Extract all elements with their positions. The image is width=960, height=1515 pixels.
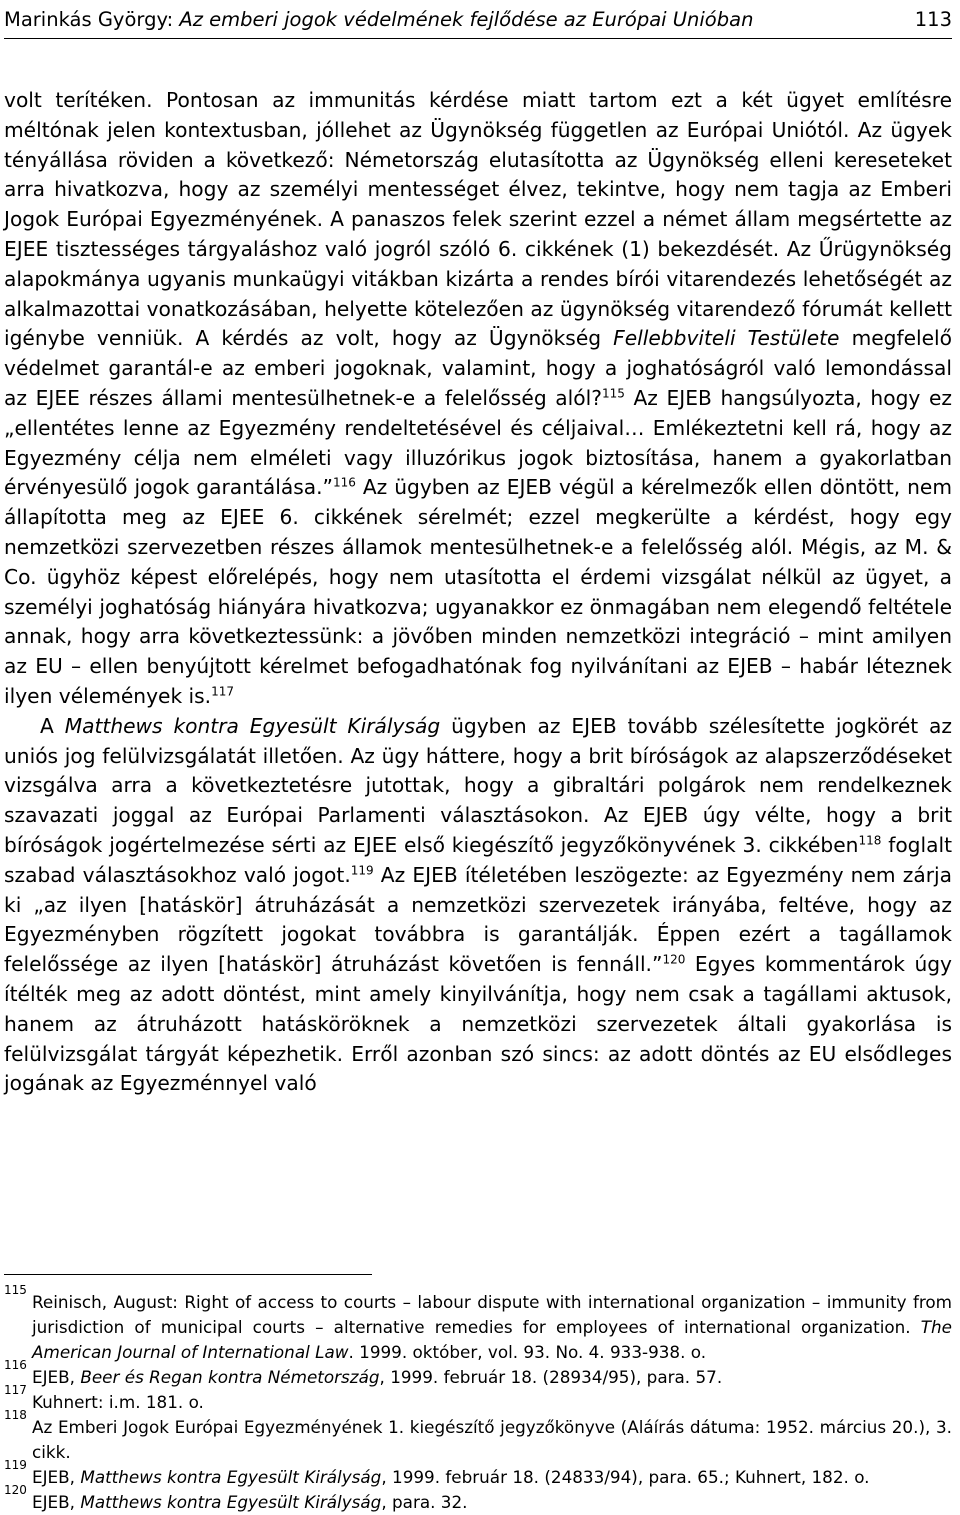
footnote-text: Az Emberi Jogok Európai Egyezményének 1. kiegészítő jegyzőkönyve (Aláírás dátuma: 1952. március 20.), 3. cikk. bbox=[32, 1417, 952, 1462]
paragraph-2 bbox=[4, 712, 952, 1099]
page-number: 113 bbox=[914, 8, 952, 31]
p1-text-4: Az ügyben az EJEB végül a kérelmezők ellen döntött, nem állapította meg az EJEE 6. cikkének sérelmét; ezzel megkerülte a kérdést, hogy egy nemzetközi szervezetben részes államok mentesülhetnek-e a felelősség alól. Mégis, az M. & Co. ügyhöz képest előrelépés, hogy nem utasította el érdemi vizsgálat nélkül az ügyet, a személyi joghatóság hiányára hivatkozva; ugyanakkor ez önmagában nem elegendő feltétele annak, hogy arra következtessünk: a jövőben minden nemzetközi integráció – mint amilyen az EU – ellen benyújtott kérelmet befogadhatónak fog nyilvánítani az EJEB – habár léteznek ilyen vélemények is. bbox=[4, 475, 952, 708]
footnote-ref-118[interactable]: 118 bbox=[858, 833, 882, 848]
footnote-text-end: . 1999. október, vol. 93. No. 4. 933-938. o. bbox=[348, 1342, 707, 1362]
footnote-number: 116 bbox=[4, 1358, 27, 1372]
paragraph-1 bbox=[4, 86, 952, 712]
p2-text-3: foglalt szabad választásokhoz való jogot. bbox=[4, 832, 953, 887]
p1-italic-1: Fellebbviteli Testülete bbox=[613, 326, 840, 351]
footnote-italic: Matthews kontra Egyesült Királyság bbox=[80, 1492, 382, 1512]
footnote-ref-120[interactable]: 120 bbox=[662, 952, 686, 967]
p2-italic-1: Matthews kontra Egyesült Királyság bbox=[64, 713, 441, 738]
p2-text-2: ügyben az EJEB tovább szélesítette jogkörét az uniós jog felülvizsgálatát illetően. Az ügy háttere, hogy a brit bíróságok az alapszerződéseket vizsgálva arra a következtetésre jutottak, hogy a gibraltári polgárok nem rendelkeznek szavazati joggal az Európai Parlamenti választásokon. Az EJEB úgy vélte, hogy a brit bíróságok jogértelmezése sérti az EJEE első kiegészítő jegyzőkönyvének 3. cikkében bbox=[4, 713, 953, 857]
running-title-author: Marinkás György: bbox=[4, 8, 180, 31]
footnote-number: 117 bbox=[4, 1383, 27, 1397]
footnote-italic: The American Journal of International Law bbox=[32, 1317, 952, 1362]
p1-text-3: Az EJEB hangsúlyozta, hogy ez „ellentétes lenne az Egyezmény rendeltetésével és céljaival… Emlékeztetni kell rá, hogy az Egyezmény célja nem elméleti vagy illuzórikus jogok biztosítása, hanem a gyakorlatban érvényesülő jogok garantálása.” bbox=[4, 385, 952, 500]
running-title bbox=[4, 8, 753, 32]
footnote-number: 118 bbox=[4, 1408, 27, 1422]
footnote-text: Reinisch, August: Right of access to courts – labour dispute with international organization – immunity from jurisdiction of municipal courts – alternative remedies for employees of international organization. bbox=[32, 1292, 952, 1337]
footnote-number: 120 bbox=[4, 1483, 27, 1497]
footnote-text: Kuhnert: i.m. 181. o. bbox=[32, 1392, 204, 1412]
page-header bbox=[4, 8, 952, 39]
p2-text-5: Egyes kommentárok úgy ítélték meg az adott döntést, mint amely kinyilvánítja, hogy nem csak a tagállami aktusok, hanem az átruházott hatásköröknek a nemzetközi szervezetek általi gyakorlása is felülvizsgálat tárgyát képezhetik. Erről azonban szó sincs: az adott döntés az EU elsődleges jogának az Egyezménnyel való bbox=[4, 952, 952, 1096]
footnote-text: EJEB, bbox=[32, 1367, 81, 1387]
footnote-text-end: , 1999. február 18. (28934/95), para. 57. bbox=[379, 1367, 723, 1387]
footnote-text: EJEB, bbox=[32, 1492, 81, 1512]
footnote-116 bbox=[4, 1358, 952, 1390]
footnote-115 bbox=[4, 1283, 952, 1365]
footnote-117 bbox=[4, 1383, 952, 1415]
footnote-text-end: , 1999. február 18. (24833/94), para. 65.; Kuhnert, 182. o. bbox=[381, 1467, 870, 1487]
footnote-ref-115[interactable]: 115 bbox=[601, 386, 625, 401]
footnote-119 bbox=[4, 1458, 952, 1490]
footnote-118 bbox=[4, 1408, 952, 1465]
footnote-ref-117[interactable]: 117 bbox=[211, 684, 234, 699]
footnote-number: 115 bbox=[4, 1283, 27, 1297]
footnote-ref-119[interactable]: 119 bbox=[350, 862, 374, 877]
p2-text-4: Az EJEB ítéletében leszögezte: az Egyezmény nem zárja ki „az ilyen [hatáskör] átruházását a nemzetközi szervezetek irányába, feltéve, hogy az Egyezményben rögzített jogokat továbbra is garantálják. Éppen ezért a tagállamok felelőssége az ilyen [hatáskör] átruházást követően is fennáll.” bbox=[4, 862, 952, 977]
footnote-ref-116[interactable]: 116 bbox=[332, 475, 356, 490]
p2-text-1: A bbox=[40, 713, 65, 738]
footnote-number: 119 bbox=[4, 1458, 27, 1472]
p1-text-1: volt terítéken. Pontosan az immunitás kérdése miatt tartom ezt a két ügyet említésre méltónak jelen kontextusban, jóllehet az Ügynökség független az Európai Uniótól. Az ügyek tényállása röviden a következő: Németország elutasította az Ügynökség elleni kereseteket arra hivatkozva, hogy az személyi mentességet élvez, tekintve, hogy nem tagja az Emberi Jogok Európai Egyezményének. A panaszos felek szerint ezzel a német állam megsértette az EJEE tisztességes tárgyaláshoz való jogról szóló 6. cikkének (1) bekezdését. Az Űrügynökség alapokmánya ugyanis munkaügyi vitákban kizárta a rendes bírói vitarendezés lehetőségét az alkalmazottai vonatkozásában, helyette kötelezően az ügynökség vitarendező fórumát kellett igénybe venniük. A kérdés az volt, hogy az Ügynökség bbox=[4, 88, 952, 351]
footnote-separator bbox=[4, 1274, 372, 1275]
footnote-120 bbox=[4, 1483, 952, 1515]
footnote-italic: Matthews kontra Egyesült Királyság bbox=[80, 1467, 382, 1487]
running-title-italic: Az emberi jogok védelmének fejlődése az Európai Unióban bbox=[179, 8, 754, 31]
footnote-text: EJEB, bbox=[32, 1467, 81, 1487]
body-text bbox=[4, 86, 952, 1099]
p1-text-2: megfelelő védelmet garantál-e az emberi jogoknak, valamint, hogy a joghatóságról való lemondással az EJEE részes állami mentesülhetnek-e a felelősség alól? bbox=[4, 326, 952, 410]
footnote-text-end: , para. 32. bbox=[381, 1492, 468, 1512]
footnotes bbox=[4, 1283, 952, 1515]
footnote-italic: Beer és Regan kontra Németország bbox=[80, 1367, 380, 1387]
